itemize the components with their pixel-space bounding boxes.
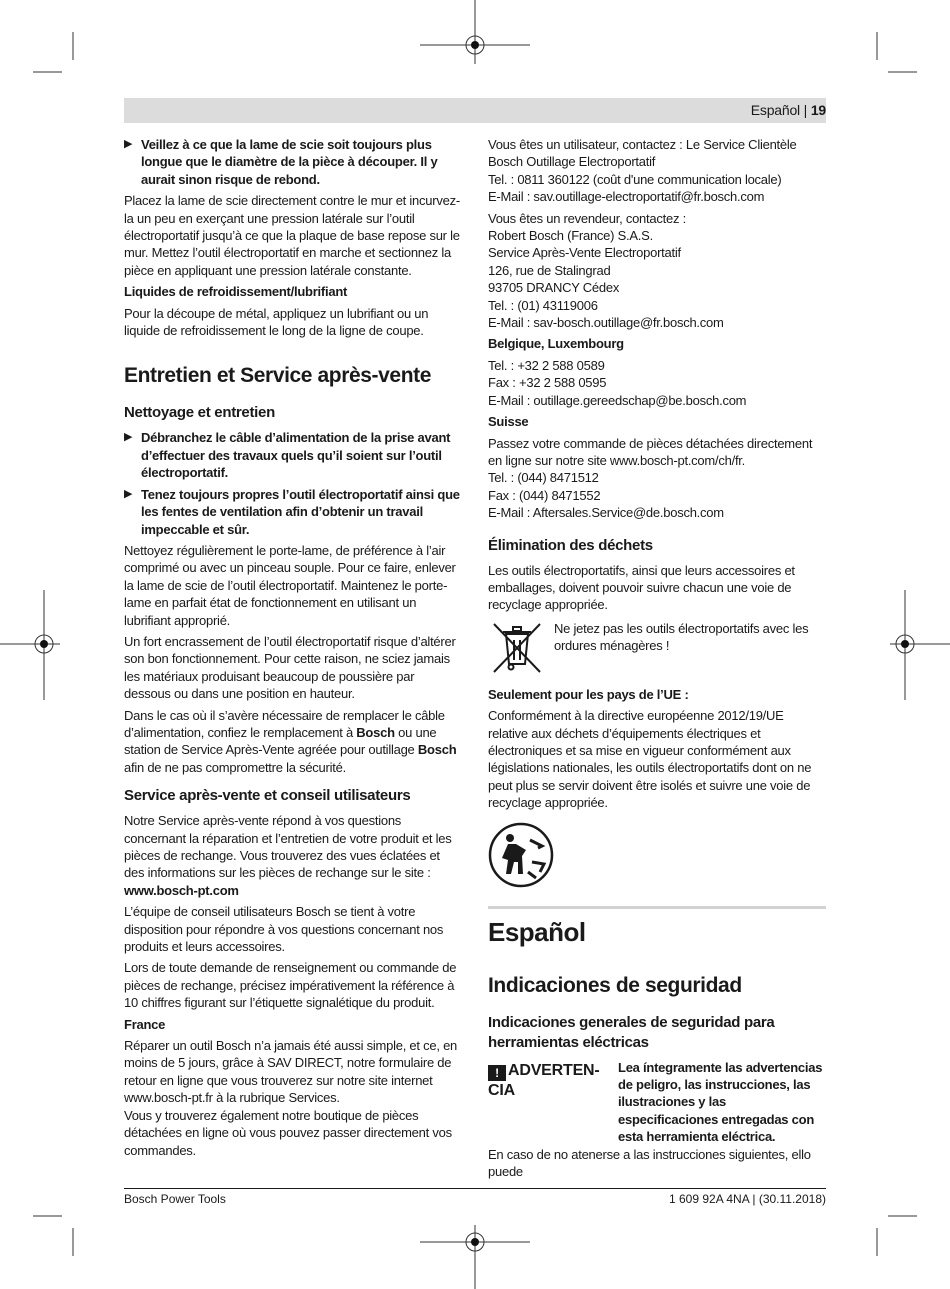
heading-maintenance-service: Entretien et Service après-vente: [124, 364, 432, 388]
text-run: Notre Service après-vente répond à vos questions concernant la réparation et l’entretien de votre produit et les pièces de rechange. Vous trouverez des vues éclatées et des informations sur les pièces de rechange sur le site :: [124, 813, 452, 881]
text-run: ou une station de Service Après-Vente agréée pour outillage: [124, 724, 437, 758]
warning-triangle-icon: !: [488, 1065, 506, 1081]
text-run: Dans le cas où il s’avère nécessaire de remplacer le câble d’alimentation, confiez le remplacement à: [124, 707, 445, 740]
contact-line: Fax : (044) 8471552: [488, 487, 601, 503]
bullet-arrow-icon: ▶: [124, 431, 133, 444]
paragraph: Réparer un outil Bosch n’a jamais été aussi simple, et ce, en moins de 5 jours, grâce à SAV DIRECT, notre formulaire de retour en ligne que vous trouverez sur notre site internet www.bosch-pt.fr à la rubrique Services.: [124, 1038, 458, 1106]
page-header: [751, 102, 826, 118]
recycling-icon: [488, 822, 554, 888]
contact-line: Service Après-Vente Electroportatif: [488, 245, 681, 261]
bullet-keep-clean: [124, 486, 462, 538]
page-number: 19: [810, 102, 826, 118]
contact-line: Robert Bosch (France) S.A.S.: [488, 228, 653, 244]
bullet-text: Tenez toujours propres l’outil électroportatif ainsi que les fentes de ventilation afin d’obtenir un travail impeccable et sûr.: [141, 486, 460, 537]
bin-text: Ne jetez pas les outils électroportatifs avec les ordures ménagères !: [554, 620, 809, 654]
header-bar: [124, 98, 826, 123]
contact-line: 93705 DRANCY Cédex: [488, 280, 620, 296]
paragraph: Vous y trouverez également notre boutique de pièces détachées en ligne où vous pouvez passer directement vos commandes.: [124, 1107, 452, 1158]
contact-line: Tel. : (044) 8471512: [488, 470, 599, 486]
heading-cleaning: Nettoyage et entretien: [124, 404, 275, 422]
contact-line: en ligne sur notre site www.bosch-pt.com/ch/fr.: [488, 452, 746, 468]
footer-rule: [124, 1188, 826, 1189]
dealer-contact-block: [488, 210, 826, 332]
bullet-arrow-icon: ▶: [124, 487, 133, 500]
warning-label-line: ADVERTEN-: [508, 1061, 600, 1079]
warning-continuation: En caso de no atenerse a las instrucciones siguientes, ello puede: [488, 1146, 811, 1180]
user-contact-block: [488, 136, 826, 206]
heading-after-sales: Service après-vente et conseil utilisateurs: [124, 787, 411, 805]
warning-block: [488, 1059, 826, 1146]
contact-line: 126, rue de Stalingrad: [488, 262, 611, 278]
weee-notice: [488, 620, 826, 676]
warning-text: Lea íntegramente las advertencias de peligro, las instrucciones, las ilustraciones y las especificaciones entregadas con esta herramienta eléctrica.: [618, 1059, 823, 1145]
crossed-bin-icon: [488, 620, 546, 676]
paragraph: Lors de toute demande de renseignement ou commande de pièces de rechange, précisez impérativement la référence à 10 chiffres figurant sur l’étiquette signalétique du produit.: [124, 960, 457, 1011]
contact-line: Tel. : 0811 360122 (coût d'une communication locale): [488, 171, 782, 187]
heading-disposal: Élimination des déchets: [488, 536, 653, 554]
contact-line: E-Mail : sav.outillage-electroportatif@fr.bosch.com: [488, 189, 765, 205]
text-run: afin de ne pas compromettre la sécurité.: [124, 759, 346, 775]
subheading-belgium: Belgique, Luxembourg: [488, 336, 624, 352]
paragraph: Un fort encrassement de l’outil électroportatif risque d’altérer son bon fonctionnement. Pour cette raison, ne sciez jamais les matériaux produisant beaucoup de poussière par dessous ou dans une position en hauteur.: [124, 633, 456, 702]
bullet-text: Débranchez le câble d’alimentation de la prise avant d’effectuer des travaux quels qu’il soient sur l’outil électroportatif.: [141, 430, 451, 481]
contact-line: Passez votre commande de pièces détachées directement: [488, 435, 813, 451]
contact-line: E-Mail : Aftersales.Service@de.bosch.com: [488, 505, 724, 521]
subheading-eu: Seulement pour les pays de l’UE :: [488, 686, 689, 702]
paragraph: Conformément à la directive européenne 2012/19/UE relative aux déchets d’équipements électriques et électroniques et sa mise en vigueur conformément aux législations nationales, les outils électroportatifs dont on ne peut plus se servir doivent être isolés et suivre une voie de recyclage appropriée.: [488, 708, 812, 811]
bullet-arrow-icon: ▶: [124, 138, 133, 150]
warning-label-line: CIA: [488, 1081, 515, 1099]
suisse-contact-block: [488, 435, 826, 522]
paragraph: Placez la lame de scie directement contre le mur et incurvez-la un peu en exerçant une pression latérale sur l’outil électroportatif jusqu’à ce que la plaque de base repose sur le mur. Mettez l’outil électroportatif en marche et sectionnez la pièce en appliquant une pression latérale constante.: [124, 193, 460, 278]
right-column: [488, 136, 826, 1184]
brand-text: Bosch: [417, 742, 457, 758]
contact-line: Vous êtes un utilisateur, contactez : Le Service Clientèle: [488, 137, 797, 152]
contact-line: Tel. : +32 2 588 0589: [488, 357, 605, 373]
contact-line: Vous êtes un revendeur, contactez :: [488, 210, 686, 226]
contact-line: Bosch Outillage Electroportatif: [488, 154, 656, 170]
paragraph: Les outils électroportatifs, ainsi que leurs accessoires et emballages, doivent pouvoir suivre chacun une voie de recyclage appropriée.: [488, 562, 795, 613]
contact-line: Tel. : (01) 43119006: [488, 297, 598, 313]
subheading-coolant: Liquides de refroidissement/lubrifiant: [124, 284, 348, 300]
paragraph-after-sales: [124, 812, 462, 899]
bullet-text: Veillez à ce que la lame de scie soit toujours plus longue que le diamètre de la pièce à découper. Il y aurait sinon risque de rebond.: [141, 137, 438, 187]
header-language: Español: [750, 102, 800, 118]
bullet-rebound: [124, 136, 462, 188]
paragraph: L’équipe de conseil utilisateurs Bosch se tient à votre disposition pour répondre à vos questions concernant nos produits et leurs accessoires.: [124, 904, 444, 955]
paragraph: Pour la découpe de métal, appliquez un lubrifiant ou un liquide de refroidissement le long de la ligne de coupe.: [124, 305, 429, 339]
bullet-unplug: [124, 429, 462, 481]
contact-line: E-Mail : sav-bosch.outillage@fr.bosch.com: [488, 315, 724, 331]
language-section-rule: [488, 906, 826, 949]
heading-general-safety: Indicaciones generales de seguridad para herramientas eléctricas: [488, 1013, 775, 1051]
brand-text: Bosch: [356, 724, 395, 740]
website-link[interactable]: www.bosch-pt.com: [124, 882, 239, 898]
belgium-contact-block: [488, 357, 826, 409]
warning-label: [488, 1061, 610, 1101]
language-title: Español: [488, 916, 586, 947]
heading-safety: Indicaciones de seguridad: [488, 973, 742, 997]
paragraph: Nettoyez régulièrement le porte-lame, de préférence à l’air comprimé ou avec un pinceau souple. Pour ce faire, enlever la lame de scie de l’outil électroportatif. Maintenez le porte-lame en parfait état de fonctionnement en utilisant un lubrifiant approprié.: [124, 542, 456, 628]
subheading-france: France: [124, 1016, 166, 1032]
footer-doc-number: 1 609 92A 4NA | (30.11.2018): [668, 1192, 826, 1206]
footer-brand: Bosch Power Tools: [124, 1192, 226, 1206]
contact-line: Fax : +32 2 588 0595: [488, 375, 607, 391]
left-column: [124, 136, 462, 1163]
paragraph-cable: [124, 707, 462, 777]
subheading-suisse: Suisse: [488, 414, 529, 430]
contact-line: E-Mail : outillage.gereedschap@be.bosch.com: [488, 392, 747, 408]
header-separator: |: [803, 102, 808, 118]
